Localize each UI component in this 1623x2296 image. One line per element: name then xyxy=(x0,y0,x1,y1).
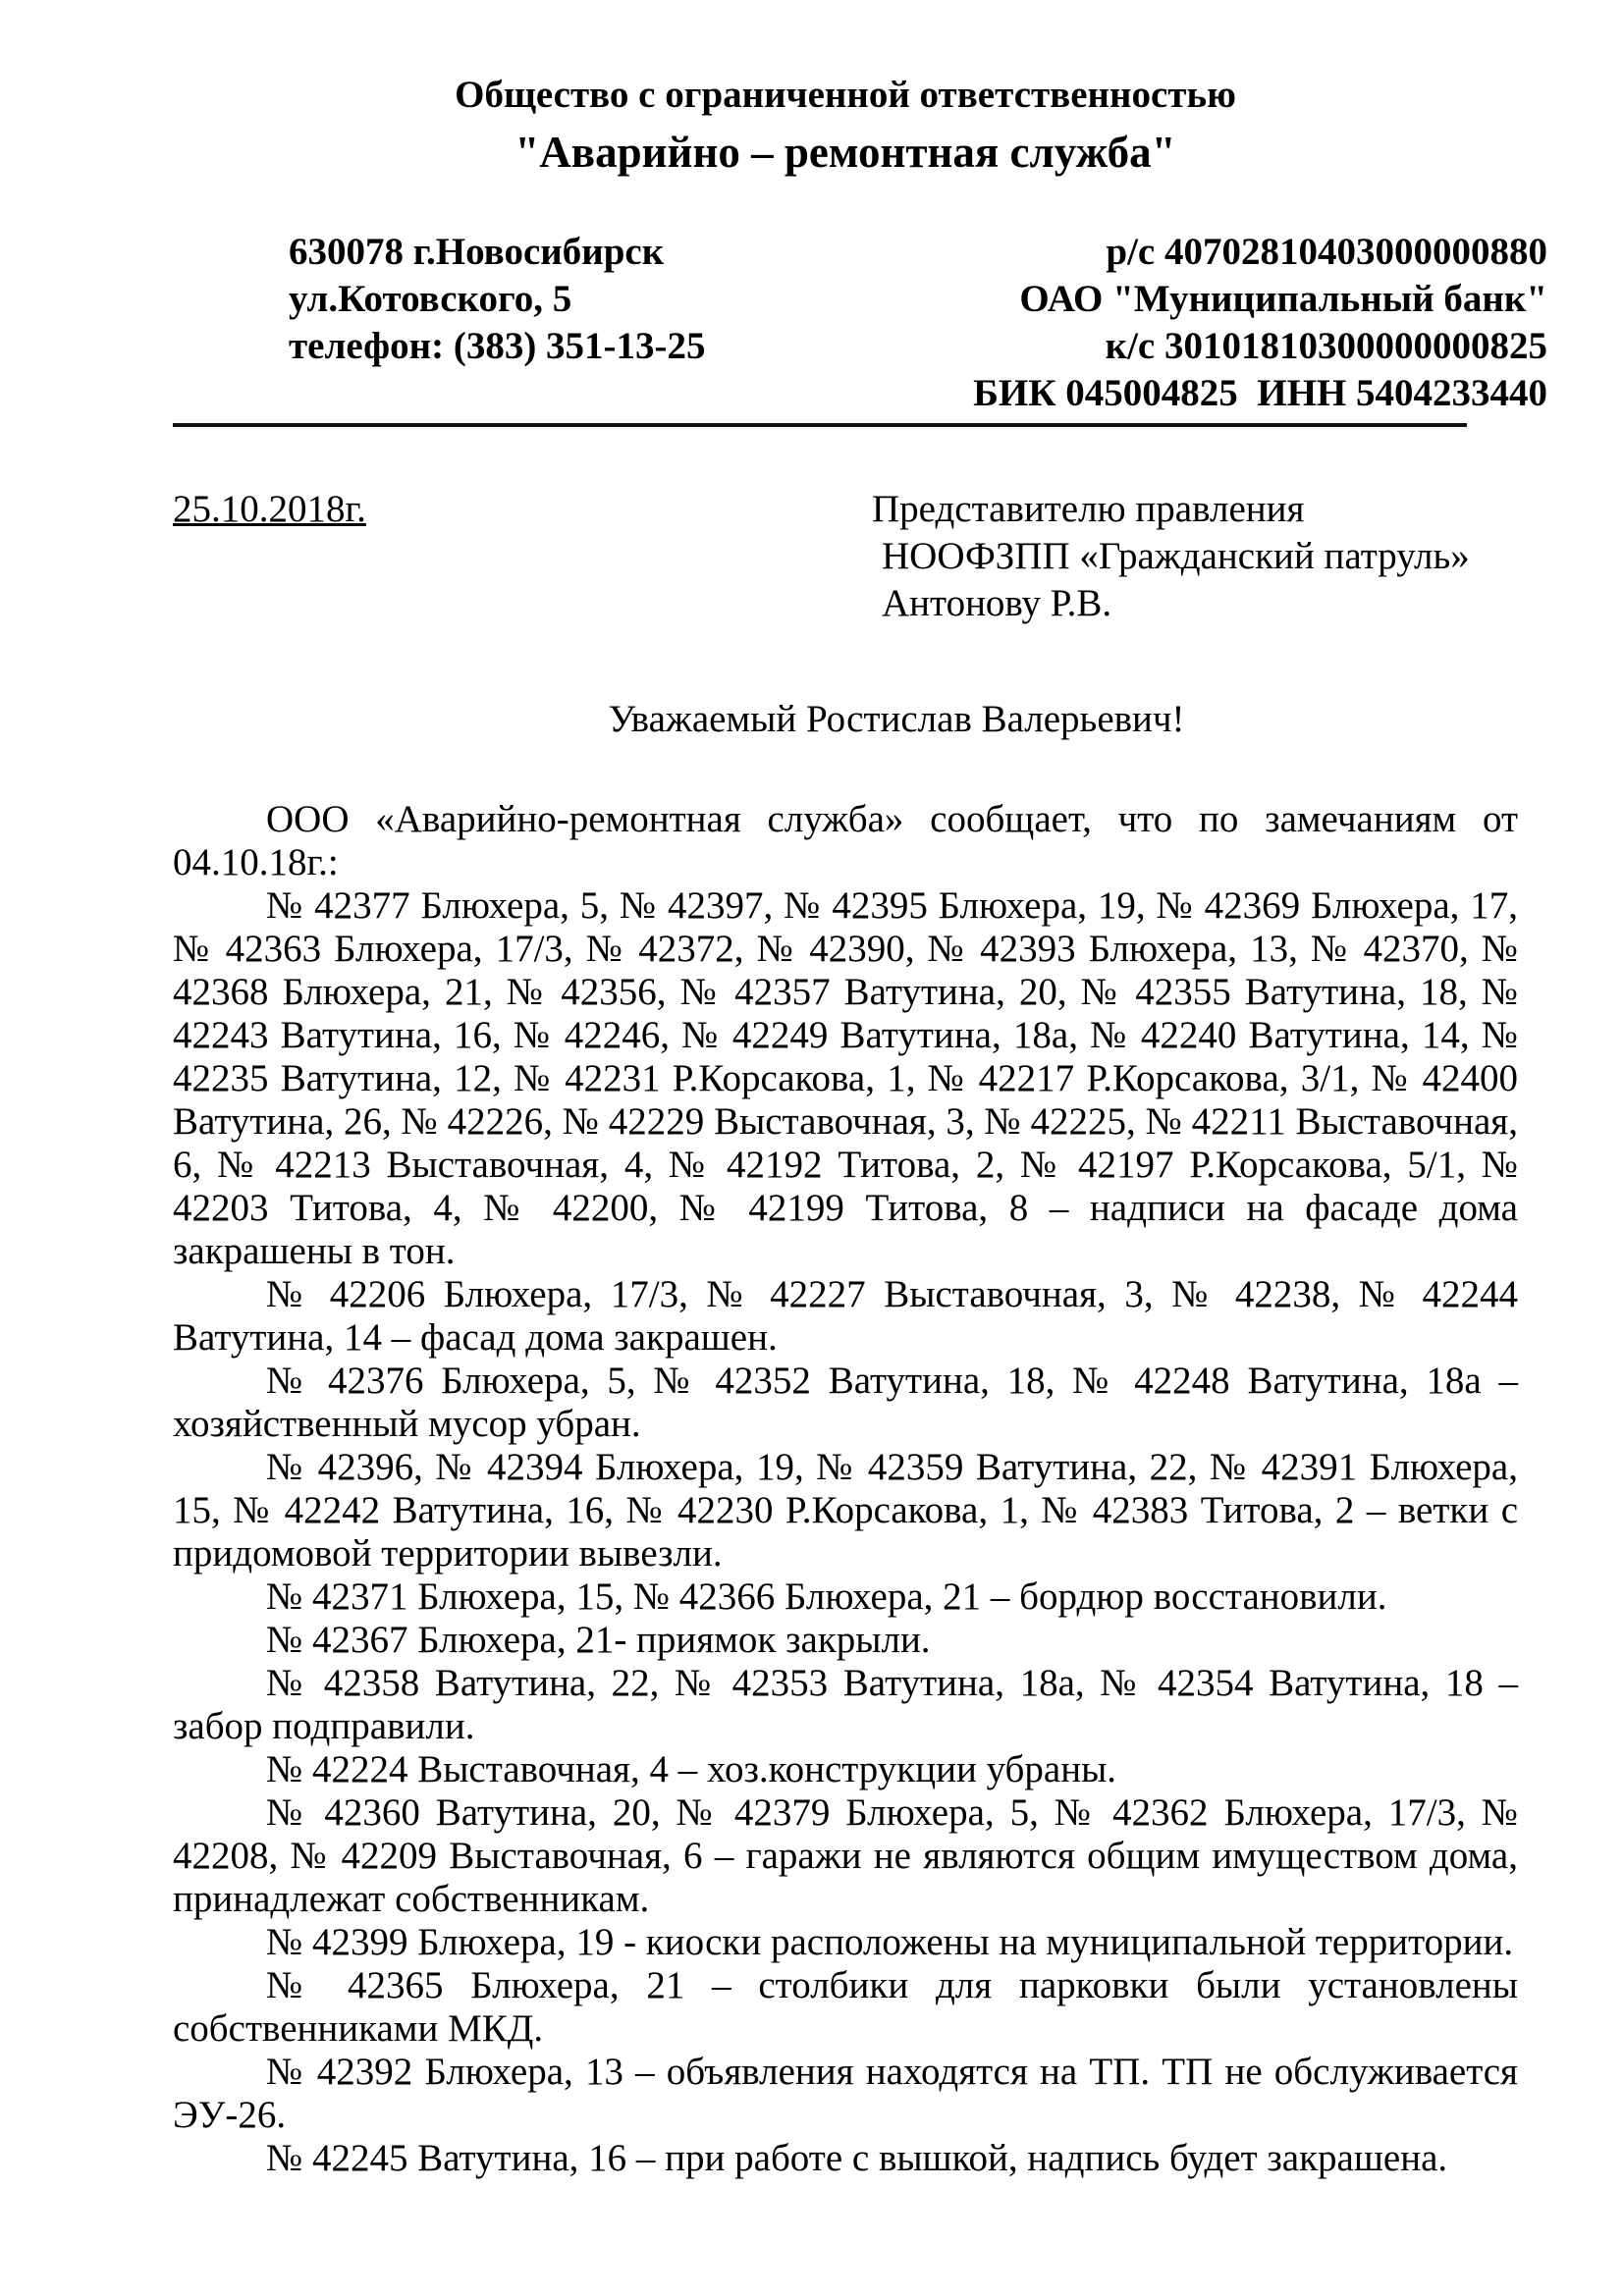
remark-paragraph: № 42376 Блюхера, 5, № 42352 Ватутина, 18, № 42248 Ватутина, 18а – хозяйственный мусор убран. xyxy=(173,1360,1518,1445)
intro-paragraph: ООО «Аварийно-ремонтная служба» сообщает, что по замечаниям от 04.10.18г.: xyxy=(173,798,1518,883)
addressee-row xyxy=(173,486,1518,627)
org-bank-line: р/с 40702810403000000880 xyxy=(1106,231,1547,273)
recipient-block xyxy=(872,486,1470,627)
remark-paragraph: № 42358 Ватутина, 22, № 42353 Ватутина, 18а, № 42354 Ватутина, 18 – забор подправили. xyxy=(173,1662,1518,1747)
remark-paragraph: № 42399 Блюхера, 19 - киоски расположены на муниципальной территории. xyxy=(266,1921,1514,1963)
header-contact-row xyxy=(173,229,1547,417)
org-bank-block xyxy=(973,229,1547,417)
salutation: Уважаемый Ростислав Валерьевич! xyxy=(608,698,1185,740)
remark-paragraph: № 42360 Ватутина, 20, № 42379 Блюхера, 5, № 42362 Блюхера, 17/3, № 42208, № 42209 Выставочная, 6 – гаражи не являются общим имуществом дома, принадлежат собственникам. xyxy=(173,1791,1518,1920)
remark-paragraph: № 42377 Блюхера, 5, № 42397, № 42395 Блюхера, 19, № 42369 Блюхера, 17, № 42363 Блюхера, 17/3, № 42372, № 42390, № 42393 Блюхера, 13, № 42370, № 42368 Блюхера, 21, № 42356, № 42357 Ватутина, 20, № 42355 Ватутина, 18, № 42243 Ватутина, 16, № 42246, № 42249 Ватутина, 18а, № 42240 Ватутина, 14, № 42235 Ватутина, 12, № 42231 Р.Корсакова, 1, № 42217 Р.Корсакова, 3/1, № 42400 Ватутина, 26, № 42226, № 42229 Выставочная, 3, № 42225, № 42211 Выставочная, 6, № 42213 Выставочная, 4, № 42192 Титова, 2, № 42197 Р.Корсакова, 5/1, № 42203 Титова, 4, № 42200, № 42199 Титова, 8 – надписи на фасаде дома закрашены в тон. xyxy=(173,884,1518,1272)
header-divider xyxy=(173,423,1467,427)
org-name-line: "Аварийно – ремонтная служба" xyxy=(514,128,1176,177)
remark-paragraph: № 42392 Блюхера, 13 – объявления находятся на ТП. ТП не обслуживается ЭУ-26. xyxy=(173,2051,1518,2136)
remark-paragraph: № 42367 Блюхера, 21- приямок закрыли. xyxy=(266,1619,931,1661)
recipient-line: Антонову Р.В. xyxy=(882,582,1112,624)
letter-body xyxy=(173,798,1518,2180)
org-type-line: Общество с ограниченной ответственностью xyxy=(455,74,1236,116)
recipient-line: НООФЗПП «Гражданский патруль» xyxy=(882,535,1470,577)
remark-paragraph: № 42365 Блюхера, 21 – столбики для парковки были установлены собственниками МКД. xyxy=(173,1964,1518,2050)
letter-date-cell xyxy=(173,486,872,627)
org-bank-line: БИК 045004825 ИНН 5404233440 xyxy=(973,372,1547,414)
org-bank-line: ОАО "Муниципальный банк" xyxy=(1019,278,1547,320)
remark-paragraph: № 42224 Выставочная, 4 – хоз.конструкции убраны. xyxy=(266,1748,1117,1790)
org-address-block xyxy=(289,229,706,417)
recipient-line: Представителю правления xyxy=(872,488,1305,530)
remark-paragraph: № 42396, № 42394 Блюхера, 19, № 42359 Ватутина, 22, № 42391 Блюхера, 15, № 42242 Ватутина, 16, № 42230 Р.Корсакова, 1, № 42383 Титова, 2 – ветки с придомовой территории вывезли. xyxy=(173,1446,1518,1575)
org-address-line: телефон: (383) 351-13-25 xyxy=(289,325,706,367)
remark-paragraph: № 42371 Блюхера, 15, № 42366 Блюхера, 21 – бордюр восстановили. xyxy=(266,1575,1387,1618)
remark-paragraph: № 42245 Ватутина, 16 – при работе с вышкой, надпись будет закрашена. xyxy=(266,2137,1448,2179)
org-address-line: 630078 г.Новосибирск xyxy=(289,231,665,273)
org-bank-line: к/с 30101810300000000825 xyxy=(1105,325,1547,367)
org-address-line: ул.Котовского, 5 xyxy=(289,278,572,320)
letter-date: 25.10.2018г. xyxy=(173,488,366,530)
remark-paragraph: № 42206 Блюхера, 17/3, № 42227 Выставочная, 3, № 42238, № 42244 Ватутина, 14 – фасад дома закрашен. xyxy=(173,1273,1518,1359)
